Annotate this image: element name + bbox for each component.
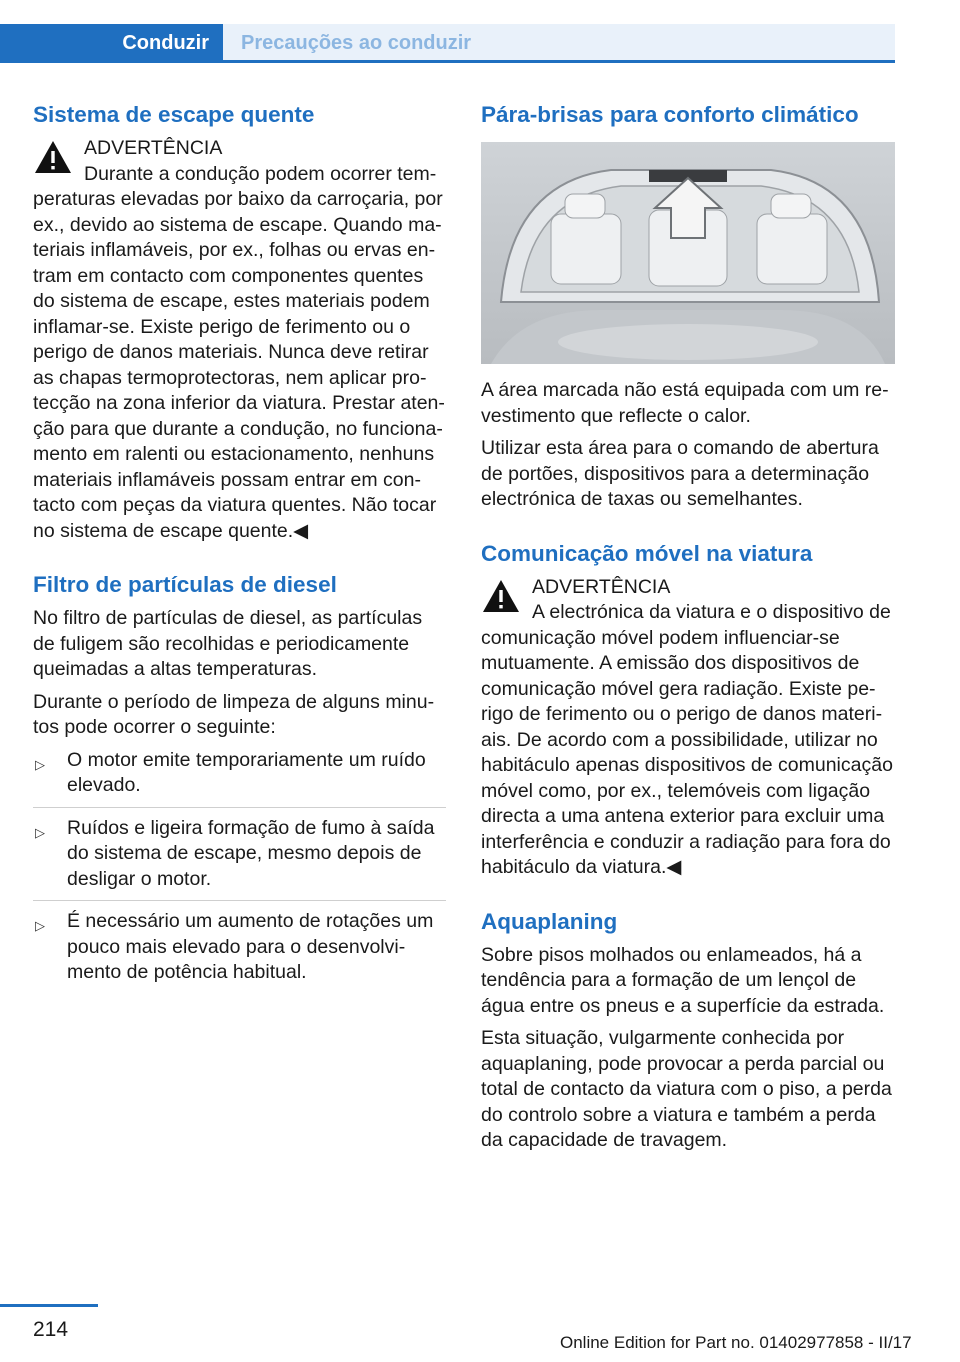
right-column bbox=[481, 100, 894, 1161]
diesel-filter-heading: Filtro de partículas de diesel bbox=[33, 572, 337, 597]
warning-icon bbox=[481, 578, 521, 614]
windshield-illustration bbox=[481, 142, 895, 364]
tab-precaucoes[interactable]: Precauções ao conduzir bbox=[223, 24, 895, 62]
exhaust-warning bbox=[33, 136, 446, 544]
windshield-para-2: Utilizar esta área para o comando de abertura de portões, dispositivos para a determinação electrónica de taxas ou semelhantes. bbox=[481, 437, 879, 510]
list-item bbox=[33, 816, 446, 902]
warning-text: Durante a condução podem ocorrer temperaturas elevadas por baixo da carroçaria, por ex., devido ao sistema de escape. Quando materiais inflamáveis, por ex., folhas ou ervas entram em contacto com componentes quentes do sistema de escape, estes materiais podem inflamar-se. Existe perigo de ferimento ou o perigo de danos materiais. Nunca deve retirar as chapas termoprotectoras, nem aplicar protecção na zona inferior da viatura. Prestar atenção para que durante a condução, no funcionamento em ralenti ou estacionamento, nenhuns materiais inflamáveis possam entrar em contacto com peças da viatura quentes. Não tocar no sistema de escape quente.◀ bbox=[33, 162, 445, 542]
list-item bbox=[33, 909, 446, 994]
windshield-heading: Pára-brisas para conforto climático bbox=[481, 102, 859, 127]
page-number: 214 bbox=[33, 1318, 69, 1341]
mobile-warning bbox=[481, 575, 894, 881]
list-item-text: Ruídos e ligeira formação de fumo à saída do sistema de escape, mesmo depois de desligar o motor. bbox=[67, 816, 435, 890]
list-item bbox=[33, 748, 446, 808]
list-item-text: É necessário um aumento de rotações um pouco mais elevado para o desenvolvimento de potência habitual. bbox=[67, 910, 434, 983]
left-column bbox=[33, 100, 446, 1002]
footer-divider bbox=[0, 1304, 98, 1307]
warning-label: ADVERTÊNCIA bbox=[84, 137, 223, 159]
windshield-para-1: A área marcada não está equipada com um revestimento que reflecte o calor. bbox=[481, 379, 889, 427]
list-item-text: O motor emite temporariamente um ruído elevado. bbox=[67, 748, 426, 796]
header-divider bbox=[0, 60, 895, 63]
aquaplaning-heading: Aquaplaning bbox=[481, 908, 618, 934]
header-bar bbox=[0, 24, 895, 62]
mobile-comm-heading: Comunicação móvel na viatura bbox=[481, 540, 813, 566]
warning-text: A electrónica da viatura e o dispositivo de comunicação móvel podem influenciar-se mutuamente. A emissão dos dispositivos de comunicação móvel gera radiação. Existe perigo de ferimento ou o perigo de danos materiais. De acordo com a possibilidade, utilizar no habitáculo apenas dispositivos de comunicação móvel como, por ex., telemóveis com ligação directa a uma antena exterior para excluir uma interferência e conduzir a radiação para fora do habitáculo da viatura.◀ bbox=[481, 601, 893, 878]
aquaplaning-para-2: Esta situação, vulgarmente conhecida por aquaplaning, pode provocar a perda parcial ou total de contacto da viatura com o piso, a perda do controlo sobre a viatura e também a perda da capacidade de travagem. bbox=[481, 1027, 892, 1151]
warning-label: ADVERTÊNCIA bbox=[532, 575, 671, 598]
triangle-bullet-icon: ▷ bbox=[35, 756, 45, 772]
triangle-bullet-icon: ▷ bbox=[35, 918, 45, 933]
aquaplaning-para-1: Sobre pisos molhados ou enlameados, há a tendência para a formação de um lençol de água entre os pneus e a superfície da estrada. bbox=[481, 943, 885, 1017]
edition-note: Online Edition for Part no. 01402977858 - II/17 bbox=[560, 1333, 912, 1352]
diesel-para-1: No filtro de partículas de diesel, as partículas de fuligem são recolhidas e periodicamente queimadas a altas temperaturas. bbox=[33, 607, 423, 680]
triangle-bullet-icon: ▷ bbox=[35, 824, 45, 840]
diesel-para-2: Durante o período de limpeza de alguns minutos pode ocorrer o seguinte: bbox=[33, 690, 435, 738]
warning-icon bbox=[33, 139, 73, 175]
tab-conduzir[interactable]: Conduzir bbox=[0, 24, 223, 62]
diesel-bullet-list bbox=[33, 748, 446, 994]
exhaust-heading: Sistema de escape quente bbox=[33, 102, 315, 127]
